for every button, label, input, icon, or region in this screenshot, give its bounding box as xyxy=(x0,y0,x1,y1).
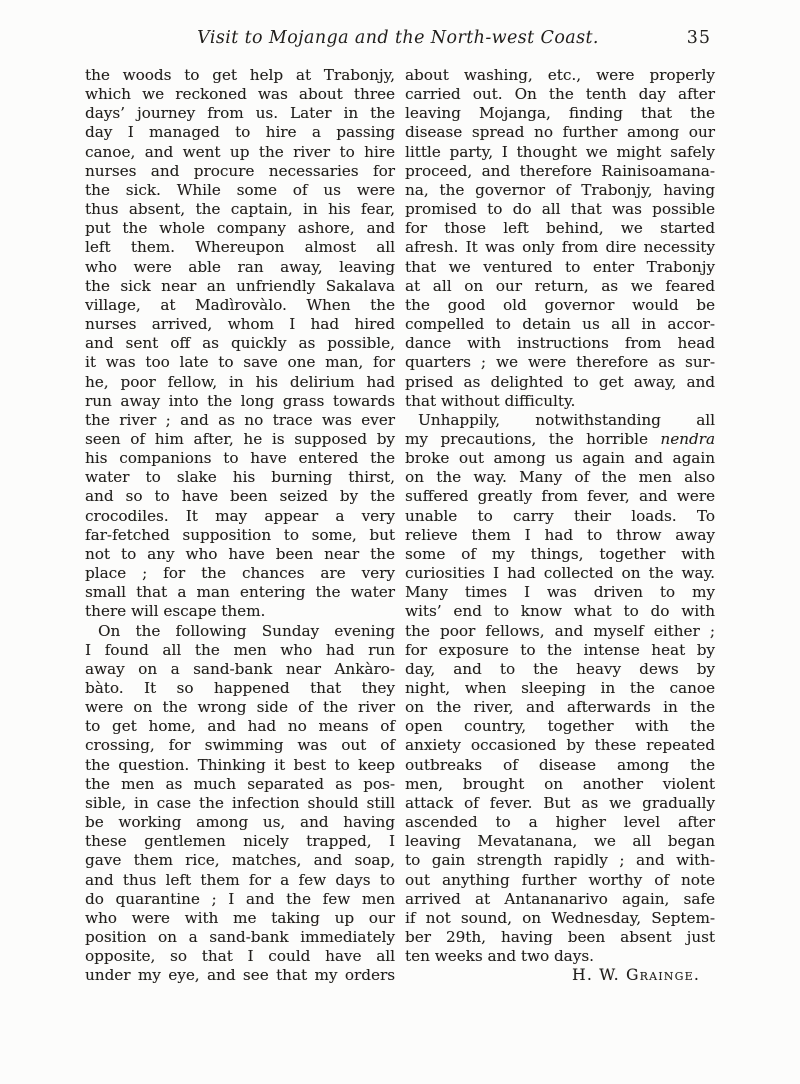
text-line: On the following Sunday evening xyxy=(98,621,395,640)
text-line: leaving Mevatanana, we all began xyxy=(405,832,715,851)
text-line: to gain strength rapidly ; and with- xyxy=(405,851,715,870)
text-line: left them. Whereupon almost all xyxy=(85,238,395,257)
right-column xyxy=(405,66,715,986)
text-line: for exposure to the intense heat by xyxy=(405,640,715,659)
text-line: position on a sand-bank immediately xyxy=(85,928,395,947)
text-line: anxiety occasioned by these repeated xyxy=(405,736,715,755)
text-line: for those left behind, we started xyxy=(405,219,715,238)
text-line: away on a sand-bank near Ankàro- xyxy=(85,659,395,678)
text-line: crocodiles. It may appear a very xyxy=(85,506,395,525)
text-line: the sick near an unfriendly Sakalava xyxy=(85,276,395,295)
text-line: run away into the long grass towards xyxy=(85,391,395,410)
text-line: canoe, and went up the river to hire xyxy=(85,142,395,161)
text-line: nurses arrived, whom I had hired xyxy=(85,315,395,334)
text-line: relieve them I had to throw away xyxy=(405,525,715,544)
text-line: arrived at Antananarivo again, safe xyxy=(405,889,715,908)
text-line: promised to do all that was possible xyxy=(405,200,715,219)
text-line: and thus left them for a few days to xyxy=(85,870,395,889)
text-line: night, when sleeping in the canoe xyxy=(405,679,715,697)
text-line: Unhappily, notwithstanding all xyxy=(418,410,715,429)
text-line: open country, together with the xyxy=(405,717,715,736)
text-line: the river ; and as no trace was ever xyxy=(85,410,395,429)
text-line: thus absent, the captain, in his fear, xyxy=(85,200,395,219)
text-line: place ; for the chances are very xyxy=(85,564,395,583)
text-segment: my precautions, the horrible xyxy=(405,429,661,448)
text-line: and sent off as quickly as possible, xyxy=(85,334,395,353)
text-line: on the way. Many of the men also xyxy=(405,468,715,487)
text-line: there will escape them. xyxy=(85,602,266,621)
italic-term: nendra xyxy=(660,429,715,448)
text-line: which we reckoned was about three xyxy=(85,85,395,104)
text-line: curiosities I had collected on the way. xyxy=(405,564,715,583)
left-column xyxy=(85,66,395,986)
text-line: na, the governor of Trabonjy, having xyxy=(405,180,715,199)
text-line: his companions to have entered the xyxy=(85,449,395,468)
text-line: nurses and procure necessaries for xyxy=(85,161,395,180)
text-line: compelled to detain us all in accor- xyxy=(405,315,715,334)
text-line: gave them rice, matches, and soap, xyxy=(85,851,395,870)
text-line: men, brought on another violent xyxy=(405,774,715,793)
text-line: village, at Madìrovàlo. When the xyxy=(85,295,395,314)
text-line: ber 29th, having been absent just xyxy=(405,928,715,947)
text-line: little party, I thought we might safely xyxy=(405,142,715,161)
text-line: proceed, and therefore Rainisoamana- xyxy=(405,161,715,180)
text-line xyxy=(405,430,715,449)
text-line: put the whole company ashore, and xyxy=(85,219,395,238)
text-line: ascended to a higher level after xyxy=(405,813,715,832)
text-line: prised as delighted to get away, and xyxy=(405,372,715,391)
text-line: small that a man entering the water xyxy=(85,583,395,602)
text-line: suffered greatly from fever, and were xyxy=(405,487,715,506)
text-line: day I managed to hire a passing xyxy=(85,123,395,142)
text-line: leaving Mojanga, finding that the xyxy=(405,104,715,123)
text-line: the men as much separated as pos- xyxy=(85,774,395,793)
text-line: opposite, so that I could have all xyxy=(85,947,395,966)
text-line: out anything further worthy of note xyxy=(405,870,715,889)
text-line: disease spread no further among our xyxy=(405,123,715,142)
text-line: the question. Thinking it best to keep xyxy=(85,755,395,774)
text-line: not to any who have been near the xyxy=(85,544,395,563)
text-line: he, poor fellow, in his delirium had xyxy=(85,372,395,391)
text-line: at all on our return, as we feared xyxy=(405,276,715,295)
text-line: under my eye, and see that my orders xyxy=(85,966,395,985)
text-line: to get home, and had no means of xyxy=(85,717,395,736)
text-line: attack of fever. But as we gradually xyxy=(405,793,715,812)
author-signature: H. W. Grainge. xyxy=(572,966,700,985)
text-line: dance with instructions from head xyxy=(405,334,715,353)
text-line: on the river, and afterwards in the xyxy=(405,698,715,717)
text-line: if not sound, on Wednesday, Septem- xyxy=(405,908,715,927)
text-line: wits’ end to know what to do with xyxy=(405,602,715,621)
text-line: ten weeks and two days. xyxy=(405,947,594,966)
text-line: quarters ; we were therefore as sur- xyxy=(405,353,715,372)
running-title: Visit to Mojanga and the North-west Coast. xyxy=(197,28,599,48)
text-columns xyxy=(85,66,715,986)
text-line: Many times I was driven to my xyxy=(405,583,715,602)
text-line: far-fetched supposition to some, but xyxy=(85,525,395,544)
text-line: days’ journey from us. Later in the xyxy=(85,104,395,123)
text-line: broke out among us again and again xyxy=(405,449,715,468)
text-line: some of my things, together with xyxy=(405,544,715,563)
text-line: were on the wrong side of the river xyxy=(85,698,395,717)
text-line: who were able ran away, leaving xyxy=(85,257,395,276)
page-number: 35 xyxy=(686,28,711,48)
text-line: seen of him after, he is supposed by xyxy=(85,429,395,448)
text-line: who were with me taking up our xyxy=(85,908,395,927)
text-line: that we ventured to enter Trabonjy xyxy=(405,257,715,276)
text-line: these gentlemen nicely trapped, I xyxy=(85,832,395,851)
text-line: day, and to the heavy dews by xyxy=(405,659,715,678)
text-line: about washing, etc., were properly xyxy=(405,66,715,84)
text-line: crossing, for swimming was out of xyxy=(85,736,395,755)
text-line: the poor fellows, and myself either ; xyxy=(405,621,715,640)
text-line: that without difficulty. xyxy=(405,391,576,410)
text-line: bàto. It so happened that they xyxy=(85,679,395,697)
text-line: the good old governor would be xyxy=(405,295,715,314)
text-line: be working among us, and having xyxy=(85,813,395,832)
text-line: and so to have been seized by the xyxy=(85,487,395,506)
text-line: afresh. It was only from dire necessity xyxy=(405,238,715,257)
text-line: do quarantine ; I and the few men xyxy=(85,889,395,908)
text-line: carried out. On the tenth day after xyxy=(405,85,715,104)
text-line: unable to carry their loads. To xyxy=(405,506,715,525)
text-line: it was too late to save one man, for xyxy=(85,353,395,372)
text-line: the woods to get help at Trabonjy, xyxy=(85,66,395,84)
text-line: water to slake his burning thirst, xyxy=(85,468,395,487)
text-line: outbreaks of disease among the xyxy=(405,755,715,774)
text-line: I found all the men who had run xyxy=(85,640,395,659)
text-line: sible, in case the infection should still xyxy=(85,793,395,812)
text-line: the sick. While some of us were xyxy=(85,180,395,199)
